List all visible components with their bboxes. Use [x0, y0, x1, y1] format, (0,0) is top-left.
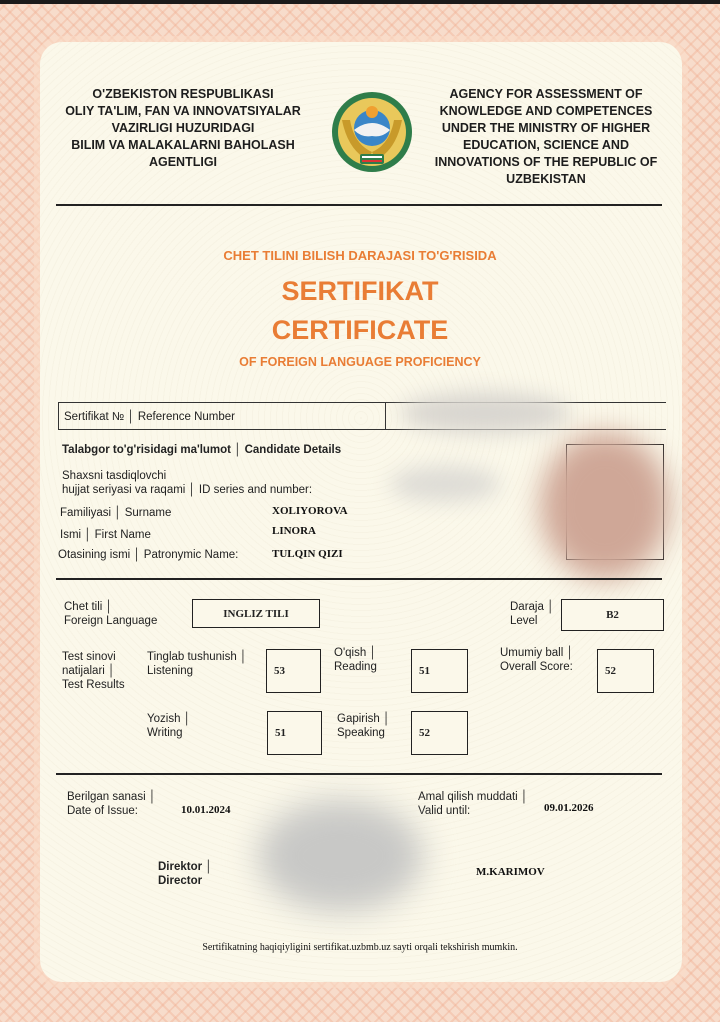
id-label-2: hujjat seriyasi va raqami │ ID series and number: [62, 484, 313, 496]
overall-label-uz: Umumiy ball │ [500, 647, 574, 659]
speaking-score-box [411, 711, 468, 755]
candidate-heading-en: │ Candidate Details [234, 444, 342, 456]
header-left-uz [44, 86, 322, 171]
results-label [62, 650, 125, 692]
firstname-value: LINORA [272, 525, 317, 537]
header-left-line: VAZIRLIGI HUZURIDAGI [111, 121, 255, 135]
results-label-line: Test Results [62, 679, 125, 691]
language-label-uz: Chet tili │ [64, 601, 113, 613]
issue-date-label [67, 790, 156, 818]
overall-label [500, 646, 574, 674]
header-right-line: UZBEKISTAN [506, 172, 586, 186]
id-label-1: Shaxsni tasdiqlovchi [62, 470, 167, 482]
header-right-line: AGENCY FOR ASSESSMENT OF [449, 87, 643, 101]
header-divider [56, 204, 662, 206]
writing-score: 51 [275, 727, 286, 739]
listening-label [147, 650, 247, 678]
reading-label-uz: O'qish │ [334, 647, 377, 659]
header-left-line: OLIY TA'LIM, FAN VA INNOVATSIYALAR [65, 104, 301, 118]
signature-blur [258, 800, 423, 912]
director-label-en: Director [158, 875, 203, 887]
overall-score: 52 [605, 665, 616, 677]
header-right-line: UNDER THE MINISTRY OF HIGHER [441, 121, 651, 135]
header-right-line: EDUCATION, SCIENCE AND [463, 138, 629, 152]
valid-until-label [418, 790, 528, 818]
listening-label-uz: Tinglab tushunish │ [147, 651, 248, 663]
overall-score-box [597, 649, 654, 693]
language-value: INGLIZ TILI [223, 607, 289, 620]
director-label [158, 860, 212, 888]
title-certificate: CERTIFICATE [271, 315, 449, 345]
speaking-label [337, 712, 390, 740]
speaking-label-uz: Gapirish │ [337, 713, 391, 725]
issue-label-en: Date of Issue: [67, 805, 138, 817]
speaking-label-en: Speaking [337, 727, 385, 739]
header-left-line: O'ZBEKISTON RESPUBLIKASI [92, 87, 274, 101]
surname-label: Familiyasi │ Surname [60, 507, 172, 519]
patronymic-label: Otasining ismi │ Patronymic Name: [58, 549, 239, 561]
surname-value: XOLIYOROVA [272, 505, 348, 517]
header-left-line: AGENTLIGI [148, 155, 218, 169]
valid-until-value: 09.01.2026 [544, 802, 594, 814]
writing-score-box [267, 711, 322, 755]
writing-label-uz: Yozish │ [147, 713, 191, 725]
listening-label-en: Listening [147, 665, 194, 677]
level-value: B2 [606, 609, 619, 621]
state-emblem-icon [330, 90, 414, 174]
reading-score-box [411, 649, 468, 693]
header-right-line: INNOVATIONS OF THE REPUBLIC OF [434, 155, 658, 169]
section-divider [56, 578, 662, 580]
valid-label-en: Valid until: [418, 805, 471, 817]
level-label-en: Level [510, 615, 538, 627]
reading-label [334, 646, 377, 674]
results-label-line: Test sinovi [62, 651, 116, 663]
writing-label-en: Writing [147, 727, 183, 739]
redaction-blur [390, 466, 500, 502]
redaction-blur [400, 392, 570, 434]
writing-label [147, 712, 191, 740]
title-sertifikat: SERTIFIKAT [281, 276, 439, 306]
director-name: M.KARIMOV [476, 866, 545, 878]
speaking-score: 52 [419, 727, 430, 739]
level-value-box [561, 599, 664, 631]
candidate-heading-uz: Talabgor to'g'risidagi ma'lumot [62, 444, 232, 456]
director-label-uz: Direktor │ [158, 861, 213, 873]
reading-label-en: Reading [334, 661, 377, 673]
issue-label-uz: Berilgan sanasi │ [67, 791, 157, 803]
language-label [64, 600, 157, 628]
reference-label: Sertifikat № │ Reference Number [64, 411, 236, 423]
candidate-heading [62, 443, 341, 457]
listening-score-box [266, 649, 321, 693]
overall-label-en: Overall Score: [500, 661, 573, 673]
header-right-en [420, 86, 672, 188]
title-subheading-en: OF FOREIGN LANGUAGE PROFICIENCY [239, 355, 481, 369]
photo-blur [540, 432, 670, 580]
section-divider [56, 773, 662, 775]
level-label [510, 600, 554, 628]
header-left-line: BILIM VA MALAKALARNI BAHOLASH [71, 138, 295, 152]
verification-note: Sertifikatning haqiqiyligini sertifikat.uzbmb.uz sayti orqali tekshirish mumkin. [202, 942, 518, 953]
firstname-label: Ismi │ First Name [60, 529, 151, 541]
language-value-box [192, 599, 320, 628]
level-label-uz: Daraja │ [510, 601, 555, 613]
header-right-line: KNOWLEDGE AND COMPETENCES [439, 104, 653, 118]
results-label-line: natijalari │ [62, 665, 116, 677]
patronymic-value: TULQIN QIZI [272, 548, 343, 560]
reading-score: 51 [419, 665, 430, 677]
listening-score: 53 [274, 665, 285, 677]
language-label-en: Foreign Language [64, 615, 158, 627]
title-subheading-uz: CHET TILINI BILISH DARAJASI TO'G'RISIDA [223, 248, 497, 263]
certificate-page [0, 4, 720, 1022]
valid-label-uz: Amal qilish muddati │ [418, 791, 529, 803]
issue-date-value: 10.01.2024 [181, 804, 231, 816]
